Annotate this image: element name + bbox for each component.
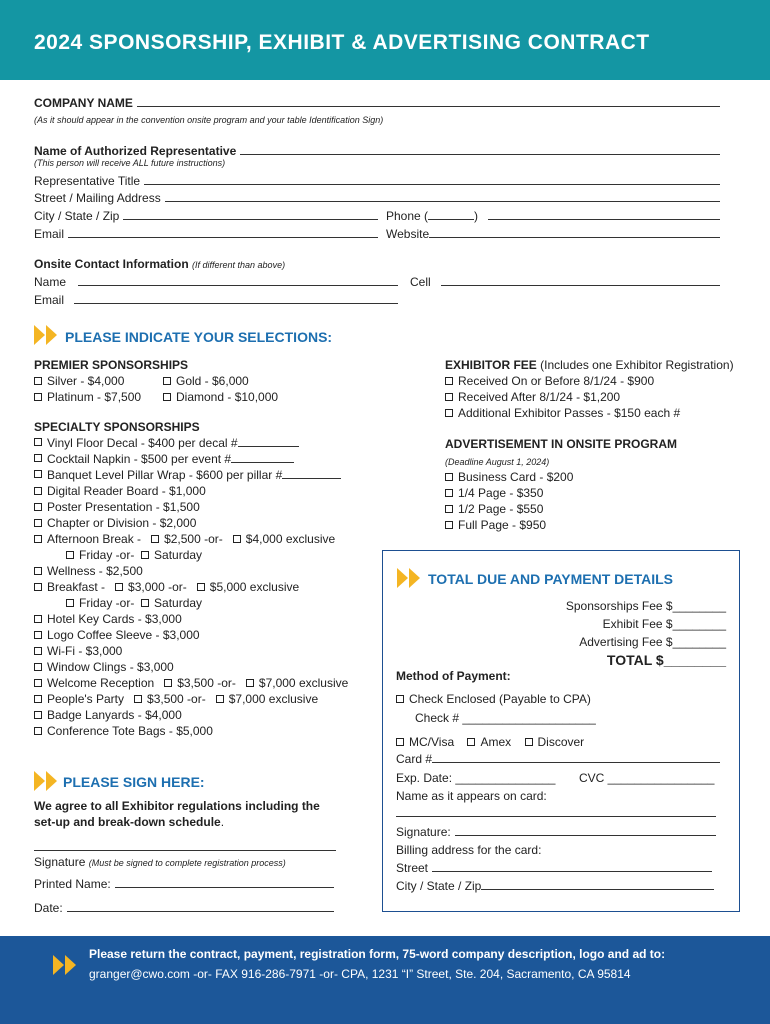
exhibitor-item-label: Received On or Before 8/1/24 - $900: [458, 374, 655, 388]
specialty-tote[interactable]: [34, 724, 213, 738]
billing-city-field[interactable]: [396, 879, 714, 893]
amex-label: Amex: [480, 735, 512, 749]
website-line[interactable]: [429, 228, 720, 238]
specialty-breakfast-label: Breakfast -: [47, 580, 106, 594]
checkbox[interactable]: [34, 647, 42, 655]
qty-line[interactable]: [238, 437, 299, 447]
page-title: 2024 SPONSORSHIP, EXHIBIT & ADVERTISING CONTRACT: [34, 31, 650, 54]
arrow-icon: [34, 325, 45, 345]
checkbox[interactable]: [134, 695, 142, 703]
ad-item[interactable]: [445, 502, 543, 516]
footer-line-1: Please return the contract, payment, registration form, 75-word company description, logo and ad to:: [89, 947, 666, 961]
checkbox[interactable]: [445, 473, 453, 481]
onsite-email-label: Email: [34, 293, 65, 307]
specialty-napkin-label: Cocktail Napkin - $500 per event #: [47, 452, 232, 466]
specialty-poster-label: Poster Presentation - $1,500: [47, 500, 200, 514]
ad-item-label: Business Card - $200: [458, 470, 574, 484]
ad-item[interactable]: [445, 486, 543, 500]
specialty-welcome[interactable]: [34, 676, 348, 690]
checkbox[interactable]: [66, 599, 74, 607]
billing-street-line[interactable]: [432, 862, 712, 872]
checkbox[interactable]: [34, 393, 42, 401]
onsite-label: Onsite Contact Information: [34, 257, 189, 271]
premier-silver-label: Silver - $4,000: [47, 374, 125, 388]
specialty-banquet[interactable]: [34, 468, 341, 482]
checkbox[interactable]: [34, 503, 42, 511]
breakfast-option-a: $3,000 -or-: [128, 580, 187, 594]
onsite-cell-field[interactable]: [410, 275, 720, 289]
onsite-name-line[interactable]: [78, 276, 398, 286]
checkbox[interactable]: [34, 631, 42, 639]
street-field[interactable]: [34, 191, 720, 205]
premier-gold-label: Gold - $6,000: [176, 374, 249, 388]
phone-area-line[interactable]: [428, 210, 474, 220]
specialty-reader-label: Digital Reader Board - $1,000: [47, 484, 206, 498]
specialty-banquet-label: Banquet Level Pillar Wrap - $600 per pillar #: [47, 468, 283, 482]
footer-line-2: granger@cwo.com -or- FAX 916-286-7971 -or- CPA, 1231 “I” Street, Ste. 204, Sacramento, CA 95814: [89, 967, 631, 981]
onsite-name-label: Name: [34, 275, 67, 289]
phone-line[interactable]: [488, 210, 720, 220]
premier-platinum-label: Platinum - $7,500: [47, 390, 142, 404]
checkbox[interactable]: [233, 535, 241, 543]
checkbox[interactable]: [445, 409, 453, 417]
city-label: City / State / Zip: [34, 209, 120, 223]
agree-line-2: [34, 815, 224, 829]
agree-line-1: We agree to all Exhibitor regulations including the: [34, 799, 320, 813]
checkbox[interactable]: [445, 505, 453, 513]
specialty-hotel-label: Hotel Key Cards - $3,000: [47, 612, 182, 626]
signature-note: (Must be signed to complete registration process): [88, 858, 286, 868]
billing-city-label: City / State / Zip: [396, 879, 482, 893]
rep-name-label: Name of Authorized Representative: [34, 144, 237, 158]
phone-field[interactable]: [386, 209, 720, 223]
exhibitor-title: EXHIBITOR FEE: [445, 358, 537, 372]
checkbox[interactable]: [34, 567, 42, 575]
onsite-heading: [34, 257, 285, 271]
arrow-icon: [65, 955, 76, 975]
premier-platinum[interactable]: [34, 390, 141, 404]
friday-label: Friday -or-: [79, 596, 135, 610]
printed-name-label: Printed Name:: [34, 877, 111, 891]
specialty-coffee[interactable]: [34, 628, 200, 642]
card-signature-field[interactable]: [396, 825, 716, 839]
checkbox[interactable]: [34, 535, 42, 543]
rep-name-line[interactable]: [240, 145, 720, 155]
checkbox[interactable]: [34, 695, 42, 703]
advertising-fee[interactable]: Advertising Fee $________: [579, 635, 726, 649]
premier-diamond[interactable]: [163, 390, 278, 404]
checkbox[interactable]: [396, 695, 404, 703]
company-note: (As it should appear in the convention onsite program and your table Identification Sign): [34, 115, 384, 125]
checkbox[interactable]: [467, 738, 475, 746]
check-number[interactable]: Check # ____________________: [415, 711, 596, 725]
email-line[interactable]: [68, 228, 378, 238]
exhibitor-note: (Includes one Exhibitor Registration): [540, 358, 734, 372]
specialty-hotel[interactable]: [34, 612, 182, 626]
card-number-field[interactable]: [396, 752, 720, 766]
checkbox[interactable]: [164, 679, 172, 687]
checkbox[interactable]: [445, 393, 453, 401]
saturday-label: Saturday: [154, 596, 203, 610]
exp-date[interactable]: Exp. Date: _______________: [396, 771, 556, 785]
card-signature-label: Signature:: [396, 825, 451, 839]
billing-street-label: Street: [396, 861, 429, 875]
ad-item-label: 1/2 Page - $550: [458, 502, 544, 516]
company-name-line[interactable]: [137, 97, 720, 107]
specialty-chapter-label: Chapter or Division - $2,000: [47, 516, 197, 530]
date-label: Date:: [34, 901, 63, 915]
arrow-icon: [34, 771, 45, 791]
onsite-note: (If different than above): [192, 260, 286, 270]
ad-item[interactable]: [445, 518, 546, 532]
checkbox[interactable]: [141, 551, 149, 559]
ad-item[interactable]: [445, 470, 573, 484]
exhibitor-item[interactable]: [445, 406, 680, 420]
saturday-label: Saturday: [154, 548, 203, 562]
mc-label: MC/Visa: [409, 735, 455, 749]
checkbox[interactable]: [34, 583, 42, 591]
checkbox[interactable]: [34, 711, 42, 719]
street-label: Street / Mailing Address: [34, 191, 161, 205]
billing-label: Billing address for the card:: [396, 843, 542, 857]
signature-caption: [34, 855, 286, 869]
checkbox[interactable]: [34, 615, 42, 623]
check-label: Check Enclosed (Payable to CPA): [409, 692, 591, 706]
exhibitor-heading: [445, 358, 734, 372]
specialty-badge[interactable]: [34, 708, 182, 722]
website-field[interactable]: [386, 227, 720, 241]
ad-item-label: 1/4 Page - $350: [458, 486, 544, 500]
cvc[interactable]: CVC ________________: [579, 771, 715, 785]
card-types[interactable]: [396, 735, 584, 749]
onsite-name-field[interactable]: [34, 275, 398, 289]
exhibitor-item-label: Additional Exhibitor Passes - $150 each #: [458, 406, 681, 420]
checkbox[interactable]: [34, 727, 42, 735]
checkbox[interactable]: [34, 454, 42, 462]
specialty-window[interactable]: [34, 660, 174, 674]
card-signature-line[interactable]: [455, 826, 716, 836]
checkbox[interactable]: [34, 663, 42, 671]
exhibitor-item[interactable]: [445, 374, 654, 388]
people-option-a: $3,500 -or-: [147, 692, 206, 706]
discover-label: Discover: [537, 735, 585, 749]
rep-title-label: Representative Title: [34, 174, 141, 188]
phone-label: Phone (: [386, 209, 429, 223]
checkbox[interactable]: [34, 487, 42, 495]
checkbox[interactable]: [445, 377, 453, 385]
specialty-vinyl[interactable]: [34, 436, 299, 450]
billing-city-line[interactable]: [481, 880, 714, 890]
specialty-afternoon[interactable]: [34, 532, 335, 546]
rep-note: (This person will receive ALL future instructions): [34, 158, 226, 168]
city-field[interactable]: [34, 209, 378, 223]
breakfast-day[interactable]: [66, 596, 202, 610]
agree-line-2-text: set-up and break-down schedule: [34, 815, 221, 829]
specialty-breakfast[interactable]: [34, 580, 299, 594]
exhibit-fee[interactable]: Exhibit Fee $________: [602, 617, 726, 631]
checkbox[interactable]: [246, 679, 254, 687]
specialty-wellness-label: Wellness - $2,500: [47, 564, 143, 578]
arrow-icon: [397, 568, 408, 588]
city-line[interactable]: [123, 210, 378, 220]
premier-title: PREMIER SPONSORSHIPS: [34, 358, 189, 372]
afternoon-option-b: $4,000 exclusive: [245, 532, 336, 546]
exhibitor-item-label: Received After 8/1/24 - $1,200: [458, 390, 621, 404]
checkbox[interactable]: [66, 551, 74, 559]
printed-name-line[interactable]: [115, 878, 334, 888]
onsite-cell-label: Cell: [410, 275, 431, 289]
afternoon-day[interactable]: [66, 548, 202, 562]
card-name-label: Name as it appears on card:: [396, 789, 547, 803]
specialty-coffee-label: Logo Coffee Sleeve - $3,000: [47, 628, 200, 642]
friday-label: Friday -or-: [79, 548, 135, 562]
email-field[interactable]: [34, 227, 378, 241]
billing-street-field[interactable]: [396, 861, 712, 875]
checkbox[interactable]: [525, 738, 533, 746]
premier-diamond-label: Diamond - $10,000: [176, 390, 279, 404]
sign-title: PLEASE SIGN HERE:: [63, 774, 205, 790]
signature-label: Signature: [34, 855, 86, 869]
exhibitor-item[interactable]: [445, 390, 620, 404]
ad-title: ADVERTISEMENT IN ONSITE PROGRAM: [445, 437, 678, 451]
rep-title-field[interactable]: [34, 174, 720, 188]
checkbox[interactable]: [445, 489, 453, 497]
checkbox[interactable]: [34, 519, 42, 527]
selections-title: PLEASE INDICATE YOUR SELECTIONS:: [65, 329, 333, 345]
specialty-window-label: Window Clings - $3,000: [47, 660, 174, 674]
arrow-icon: [409, 568, 420, 588]
premier-silver[interactable]: [34, 374, 124, 388]
checkbox[interactable]: [34, 470, 42, 478]
people-option-b: $7,000 exclusive: [228, 692, 319, 706]
checkbox[interactable]: [34, 438, 42, 446]
company-name-label: COMPANY NAME: [34, 96, 133, 110]
specialty-chapter[interactable]: [34, 516, 196, 530]
checkbox[interactable]: [163, 377, 171, 385]
checkbox[interactable]: [141, 599, 149, 607]
specialty-napkin[interactable]: [34, 452, 294, 466]
printed-name-field[interactable]: [34, 877, 334, 891]
specialty-welcome-label: Welcome Reception: [47, 676, 155, 690]
checkbox[interactable]: [216, 695, 224, 703]
rep-title-line[interactable]: [144, 175, 720, 185]
onsite-email-field[interactable]: [34, 293, 398, 307]
arrow-icon: [46, 325, 57, 345]
total-fee[interactable]: TOTAL $________: [606, 652, 726, 668]
welcome-option-a: $3,500 -or-: [177, 676, 236, 690]
payment-title: TOTAL DUE AND PAYMENT DETAILS: [428, 571, 674, 587]
specialty-title: SPECIALTY SPONSORSHIPS: [34, 420, 200, 434]
specialty-people[interactable]: [34, 692, 318, 706]
card-label: Card #: [396, 752, 433, 766]
company-name-field[interactable]: [34, 96, 720, 110]
checkbox[interactable]: [163, 393, 171, 401]
sponsorships-fee[interactable]: Sponsorships Fee $________: [565, 599, 726, 613]
checkbox[interactable]: [396, 738, 404, 746]
specialty-wellness[interactable]: [34, 564, 143, 578]
checkbox[interactable]: [197, 583, 205, 591]
website-label: Website: [386, 227, 430, 241]
check-option[interactable]: [396, 692, 591, 706]
specialty-badge-label: Badge Lanyards - $4,000: [47, 708, 182, 722]
street-line[interactable]: [165, 192, 720, 202]
email-label: Email: [34, 227, 65, 241]
checkbox[interactable]: [115, 583, 123, 591]
method-label: Method of Payment:: [396, 669, 511, 683]
date-line[interactable]: [67, 902, 334, 912]
specialty-vinyl-label: Vinyl Floor Decal - $400 per decal #: [47, 436, 238, 450]
ad-item-label: Full Page - $950: [458, 518, 547, 532]
qty-line[interactable]: [282, 469, 341, 479]
rep-name-field[interactable]: [34, 144, 720, 158]
onsite-cell-line[interactable]: [441, 276, 720, 286]
specialty-wifi[interactable]: [34, 644, 122, 658]
welcome-option-b: $7,000 exclusive: [258, 676, 349, 690]
breakfast-option-b: $5,000 exclusive: [209, 580, 300, 594]
qty-line[interactable]: [231, 453, 294, 463]
specialty-tote-label: Conference Tote Bags - $5,000: [47, 724, 213, 738]
checkbox[interactable]: [34, 377, 42, 385]
checkbox[interactable]: [151, 535, 159, 543]
date-field[interactable]: [34, 901, 334, 915]
specialty-afternoon-label: Afternoon Break -: [47, 532, 142, 546]
premier-gold[interactable]: [163, 374, 249, 388]
specialty-people-label: People's Party: [47, 692, 124, 706]
afternoon-option-a: $2,500 -or-: [164, 532, 223, 546]
checkbox[interactable]: [445, 521, 453, 529]
ad-note: (Deadline August 1, 2024): [445, 457, 550, 467]
card-line[interactable]: [432, 753, 720, 763]
checkbox[interactable]: [34, 679, 42, 687]
specialty-wifi-label: Wi-Fi - $3,000: [47, 644, 123, 658]
card-name-line[interactable]: [396, 816, 716, 817]
phone-close: ): [474, 209, 479, 223]
specialty-reader[interactable]: [34, 484, 206, 498]
arrow-icon: [53, 955, 64, 975]
signature-line[interactable]: [34, 850, 336, 851]
onsite-email-line[interactable]: [74, 294, 398, 304]
agree-period: .: [220, 815, 225, 829]
arrow-icon: [46, 771, 57, 791]
specialty-poster[interactable]: [34, 500, 200, 514]
